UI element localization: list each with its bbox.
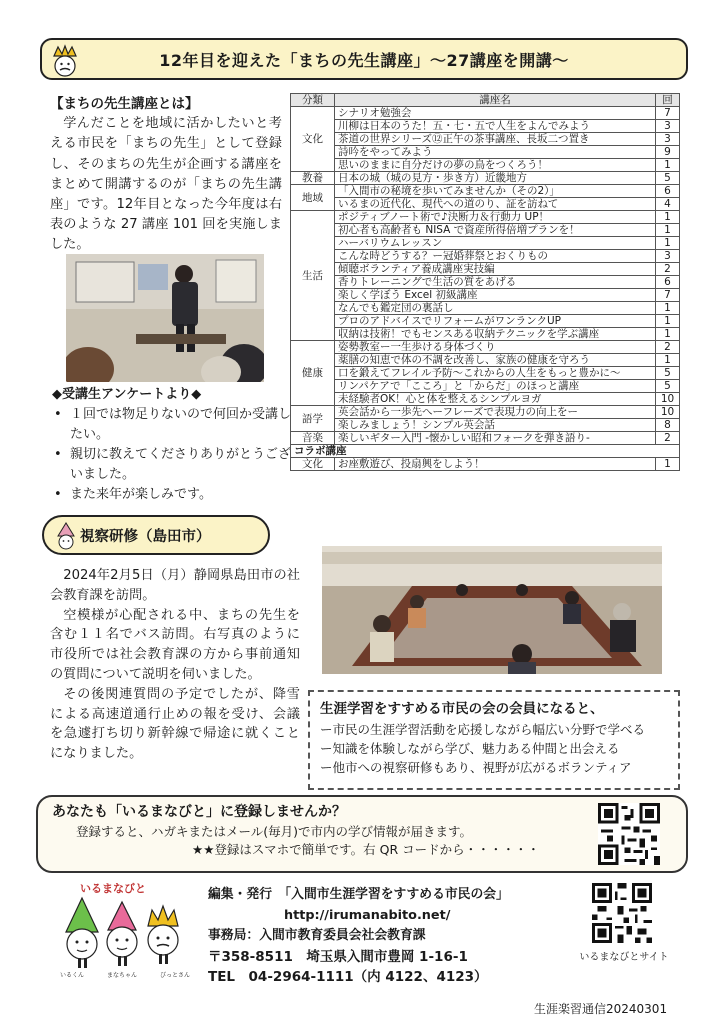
count-cell: 3 <box>656 120 680 133</box>
category-cell: 地域 <box>291 185 335 211</box>
registration-title: あなたも「いるまなびと」に登録しませんか？ <box>52 804 346 820</box>
mascot-logo <box>52 880 192 980</box>
header-category: 分類 <box>291 94 335 107</box>
course-name-cell: プロのアドバイスでリフォームがワンランクUP <box>335 315 656 328</box>
table-row <box>291 224 680 237</box>
intro-section <box>50 94 282 256</box>
category-cell: 語学 <box>291 406 335 432</box>
count-cell: 1 <box>656 354 680 367</box>
registration-qr-code-icon[interactable] <box>598 803 660 865</box>
table-row <box>291 432 680 445</box>
count-cell: 4 <box>656 198 680 211</box>
table-row <box>291 146 680 159</box>
table-row <box>291 367 680 380</box>
course-name-cell: 詩吟をやってみよう <box>335 146 656 159</box>
count-cell: 10 <box>656 406 680 419</box>
count-cell: 2 <box>656 263 680 276</box>
table-row <box>291 250 680 263</box>
count-cell: 5 <box>656 367 680 380</box>
website-qr-label: いるまなびとサイト <box>579 952 669 963</box>
registration-text: 登録すると、ハガキまたはメール(毎月)で市内の学び情報が届きます。 <box>76 824 473 839</box>
registration-text: ★★登録はスマホで簡単です。右 QR コードから・・・・・・ <box>192 842 540 857</box>
count-cell: 6 <box>656 185 680 198</box>
website-qr-code-icon[interactable] <box>592 883 652 943</box>
course-name-cell: 初心者も高齢者も NISA で資産所得倍増プランを！ <box>335 224 656 237</box>
category-cell: 生活 <box>291 211 335 341</box>
membership-item: ー他市への視察研修もあり、視野が広がるボランティア <box>320 760 632 775</box>
count-cell: 1 <box>656 458 680 471</box>
table-row <box>291 289 680 302</box>
category-cell: 音楽 <box>291 432 335 445</box>
title-banner <box>40 38 688 80</box>
table-row <box>291 237 680 250</box>
count-cell: 8 <box>656 419 680 432</box>
course-name-cell: 英会話から一歩先へーフレーズで表現力の向上をー <box>335 406 656 419</box>
count-cell: 1 <box>656 302 680 315</box>
table-row <box>291 107 680 120</box>
table-row <box>291 302 680 315</box>
course-name-cell: 楽しみましょう！シンプル英会話 <box>335 419 656 432</box>
count-cell: 1 <box>656 211 680 224</box>
count-cell: 2 <box>656 341 680 354</box>
table-row <box>291 406 680 419</box>
course-name-cell: ポジティブノート術で♪決断力＆行動力 UP！ <box>335 211 656 224</box>
course-name-cell: 日本の城（城の見方・歩き方）近畿地方 <box>335 172 656 185</box>
table-row <box>291 393 680 406</box>
header-count: 回 <box>656 94 680 107</box>
table-row <box>291 159 680 172</box>
survey-list <box>52 405 292 505</box>
count-cell: 5 <box>656 380 680 393</box>
course-name-cell: 姿勢教室ー一生歩ける身体づくり <box>335 341 656 354</box>
visit-title: 視察研修（島田市） <box>80 528 211 545</box>
mascot-hat-icon <box>54 522 78 550</box>
category-cell: 教養 <box>291 172 335 185</box>
course-name-cell: 思いのままに自分だけの夢の鳥をつくろう！ <box>335 159 656 172</box>
table-row <box>291 172 680 185</box>
collab-header-row <box>291 445 680 458</box>
table-row <box>291 211 680 224</box>
course-name-cell: 収納は技術！でもセンスある収納テクニックを学ぶ講座 <box>335 328 656 341</box>
table-row <box>291 133 680 146</box>
table-body <box>291 107 680 471</box>
address-line: 〒358-8511 埼玉県入間市豊岡 1-16-1 <box>208 948 468 965</box>
crown-mascot-icon <box>50 44 80 78</box>
table-row <box>291 198 680 211</box>
program-table <box>290 93 680 471</box>
count-cell: 7 <box>656 107 680 120</box>
table-row <box>291 341 680 354</box>
table-row <box>291 419 680 432</box>
list-item: • また来年が楽しみです。 <box>52 485 292 505</box>
mascot-name: まなちゃん <box>106 972 137 979</box>
course-name-cell: こんな時どうする？ー冠婚葬祭とおくりもの <box>335 250 656 263</box>
survey-heading: ◆受講生アンケートより◆ <box>52 387 202 402</box>
table-header-row <box>291 94 680 107</box>
count-cell: 9 <box>656 146 680 159</box>
category-cell: 健康 <box>291 341 335 406</box>
table-row <box>291 354 680 367</box>
phone-line: TEL 04-2964-1111（内 4122、4123） <box>208 969 488 985</box>
course-name-cell: 薬膳の知恵で体の不調を改善し、家族の健康を守ろう <box>335 354 656 367</box>
list-item: • １回では物足りないので何回か受講したい。 <box>52 405 292 445</box>
membership-item: ー知識を体験しながら学び、魅力ある仲間と出会える <box>320 741 620 756</box>
header-course-name: 講座名 <box>335 94 656 107</box>
course-name-cell: いるまの近代化、現代への道のり、証を訪ねて <box>335 198 656 211</box>
collab-label: コラボ講座 <box>291 445 680 458</box>
table-row <box>291 380 680 393</box>
survey-section <box>52 385 292 505</box>
table-row <box>291 276 680 289</box>
count-cell: 3 <box>656 250 680 263</box>
membership-box <box>308 690 680 790</box>
mascot-name: びっとさん <box>159 972 190 979</box>
count-cell: 2 <box>656 432 680 445</box>
course-name-cell: リンパケアで「こころ」と「からだ」のほっと講座 <box>335 380 656 393</box>
meeting-photo <box>322 546 662 674</box>
table-row <box>291 458 680 471</box>
course-name-cell: シナリオ勉強会 <box>335 107 656 120</box>
course-name-cell: 川柳は日本のうた！五・七・五で人生をよんでみよう <box>335 120 656 133</box>
count-cell: 1 <box>656 237 680 250</box>
count-cell: 10 <box>656 393 680 406</box>
visit-paragraph: 空模様が心配される中、まちの先生を含む１１名でバス訪問。右写真のように市役所では社会教育課の方から事前通知の質問について説明を伺いました。 <box>50 607 300 682</box>
course-name-cell: お座敷遊び、投扇興をしよう！ <box>335 458 656 471</box>
course-name-cell: 口を鍛えてフレイル予防〜これからの人生をもっと豊かに〜 <box>335 367 656 380</box>
lecture-scene-image <box>66 254 264 382</box>
table-row <box>291 315 680 328</box>
course-name-cell: 傾聴ボランティア養成講座実技編 <box>335 263 656 276</box>
count-cell: 1 <box>656 328 680 341</box>
count-cell: 1 <box>656 224 680 237</box>
course-name-cell: ハーバリウムレッスン <box>335 237 656 250</box>
count-cell: 3 <box>656 133 680 146</box>
visit-body <box>50 566 300 764</box>
course-name-cell: なんでも鑑定団の裏話し <box>335 302 656 315</box>
table-row <box>291 263 680 276</box>
course-name-cell: 未経験者OK！心と体を整えるシンプルヨガ <box>335 393 656 406</box>
count-cell: 1 <box>656 159 680 172</box>
mascot-characters-icon <box>52 894 192 980</box>
mascot-logo-title: いるまなびと <box>80 882 146 895</box>
registration-box <box>36 795 688 873</box>
website-link[interactable]: http://irumanabito.net/ <box>284 907 451 923</box>
count-cell: 6 <box>656 276 680 289</box>
membership-title: 生涯学習をすすめる市民の会の会員になると、 <box>320 701 604 717</box>
table-row <box>291 120 680 133</box>
banner-title: 12年目を迎えた「まちの先生講座」～27講座を開講～ <box>159 50 569 70</box>
visit-paragraph: 2024年2月5日（月）静岡県島田市の社会教育課を訪問。 <box>50 568 300 603</box>
course-name-cell: 茶道の世界シリーズ⑫正午の茶事講座、長坂二つ置き <box>335 133 656 146</box>
visit-paragraph: その後関連質問の予定でしたが、降雪による高速道通行止めの報を受け、会議を急遽打ち切り新幹線で帰途に就くことになりました。 <box>50 686 300 762</box>
membership-item: ー市民の生涯学習活動を応援しながら幅広い分野で学べる <box>320 722 646 737</box>
table-row <box>291 185 680 198</box>
list-item: • 親切に教えてくださりありがとうございました。 <box>52 445 292 485</box>
publisher-info <box>208 885 548 988</box>
course-name-cell: 楽しいギター入門 -懐かしい昭和フォークを弾き語り- <box>335 432 656 445</box>
table-row <box>291 328 680 341</box>
intro-body: 学んだことを地域に活かしたいと考える市民を「まちの先生」として登録し、そのまちの先生が企画する講座をまとめて開講するのが「まちの先生講座」です。12年目となった今年度は右表のような 27 講座 101 回を実施しました。 <box>50 116 282 253</box>
meeting-scene-image <box>322 546 662 674</box>
visit-heading-pill <box>42 515 270 555</box>
course-name-cell: 楽しく学ぼう Excel 初級講座 <box>335 289 656 302</box>
count-cell: 1 <box>656 315 680 328</box>
course-name-cell: 香りトレーニングで生活の質をあげる <box>335 276 656 289</box>
category-cell: 文化 <box>291 458 335 471</box>
lecture-photo <box>66 254 264 382</box>
course-name-cell: 「入間市の秘境を歩いてみませんか（その2）」 <box>335 185 656 198</box>
mascot-name: いるくん <box>60 972 85 979</box>
category-cell: 文化 <box>291 107 335 172</box>
intro-heading: 【まちの先生講座とは】 <box>50 96 199 112</box>
issue-label: 生涯楽習通信20240301 <box>534 1002 668 1016</box>
count-cell: 5 <box>656 172 680 185</box>
publisher-line: 編集・発行 「入間市生涯学習をすすめる市民の会」 <box>208 887 509 902</box>
count-cell: 7 <box>656 289 680 302</box>
mascot-names <box>60 970 190 979</box>
office-line: 事務局：入間市教育委員会社会教育課 <box>208 928 426 943</box>
